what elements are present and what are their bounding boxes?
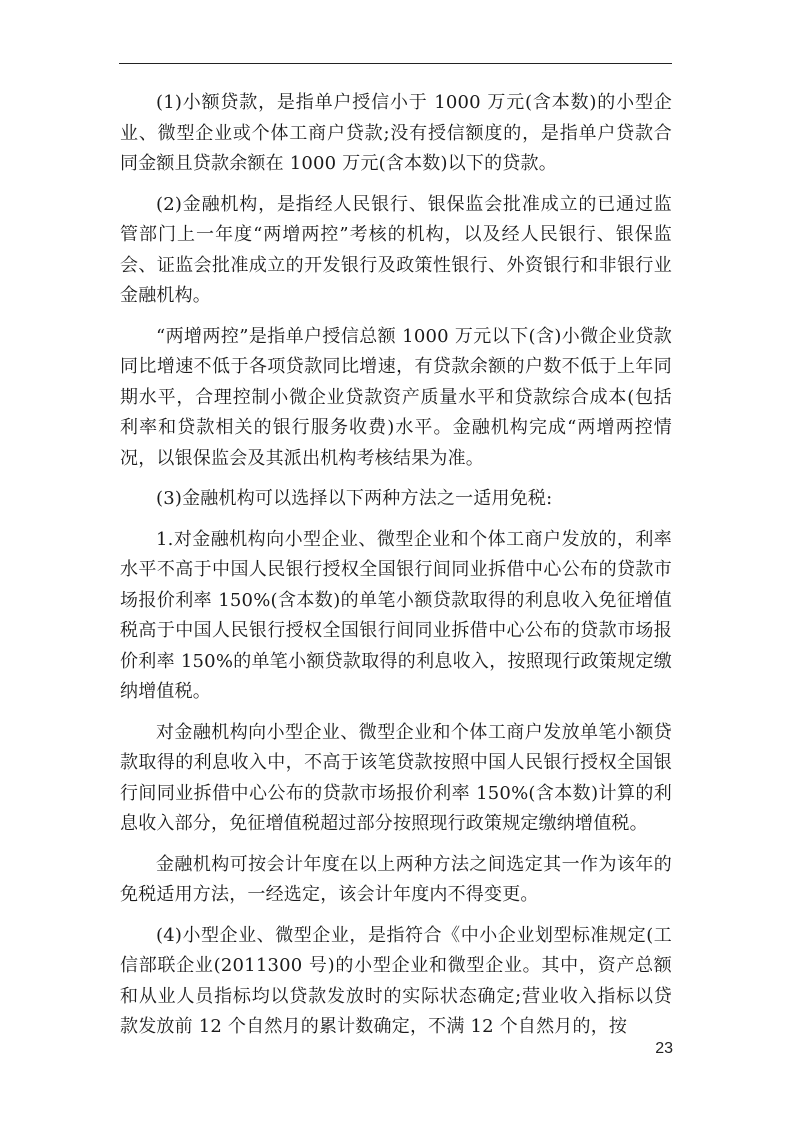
- paragraph-method-selection: 金融机构可按会计年度在以上两种方法之间选定其一作为该年的免税适用方法，一经选定，该会计年度内不得变更。: [120, 853, 672, 905]
- paragraph-financial-institution-definition: (2)金融机构，是指经人民银行、银保监会批准成立的已通过监管部门上一年度“两增两控”考核的机构，以及经人民银行、银保监会、证监会批准成立的开发银行及政策性银行、外资银行和非银行业金融机构。: [120, 193, 672, 306]
- paragraph-exemption-methods-intro: (3)金融机构可以选择以下两种方法之一适用免税:: [156, 488, 553, 509]
- header-rule: [119, 63, 672, 64]
- paragraph-small-micro-enterprise-definition: (4)小型企业、微型企业，是指符合《中小企业划型标准规定(工信部联企业(2011300 号)的小型企业和微型企业。其中，资产总额和从业人员指标均以贷款发放时的实际状态确定;营业收入指标以贷款发放前 12 个自然月的累计数确定，不满 12 个自然月的，按: [120, 924, 672, 1037]
- document-body: [120, 88, 672, 1053]
- paragraph-small-loan-definition: (1)小额贷款，是指单户授信小于 1000 万元(含本数)的小型企业、微型企业或个体工商户贷款;没有授信额度的，是指单户贷款合同金额且贷款余额在 1000 万元(含本数)以下的贷款。: [120, 92, 672, 174]
- page-number: 23: [655, 1040, 673, 1057]
- paragraph-method-one: 1.对金融机构向小型企业、微型企业和个体工商户发放的，利率水平不高于中国人民银行授权全国银行间同业拆借中心公布的贷款市场报价利率 150%(含本数)的单笔小额贷款取得的利息收入免征增值税高于中国人民银行授权全国银行间同业拆借中心公布的贷款市场报价利率 150%的单笔小额贷款取得的利息收入，按照现行政策规定缴纳增值税。: [120, 528, 672, 702]
- paragraph-method-two: 对金融机构向小型企业、微型企业和个体工商户发放单笔小额贷款取得的利息收入中，不高于该笔贷款按照中国人民银行授权全国银行间同业拆借中心公布的贷款市场报价利率 150%(含本数)计算的利息收入部分，免征增值税超过部分按照现行政策规定缴纳增值税。: [120, 721, 672, 834]
- paragraph-two-increase-two-control: “两增两控”是指单户授信总额 1000 万元以下(含)小微企业贷款同比增速不低于各项贷款同比增速，有贷款余额的户数不低于上年同期水平，合理控制小微企业贷款资产质量水平和贷款综合成本(包括利率和贷款相关的银行服务收费)水平。金融机构完成“两增两控情况，以银保监会及其派出机构考核结果为准。: [120, 325, 672, 469]
